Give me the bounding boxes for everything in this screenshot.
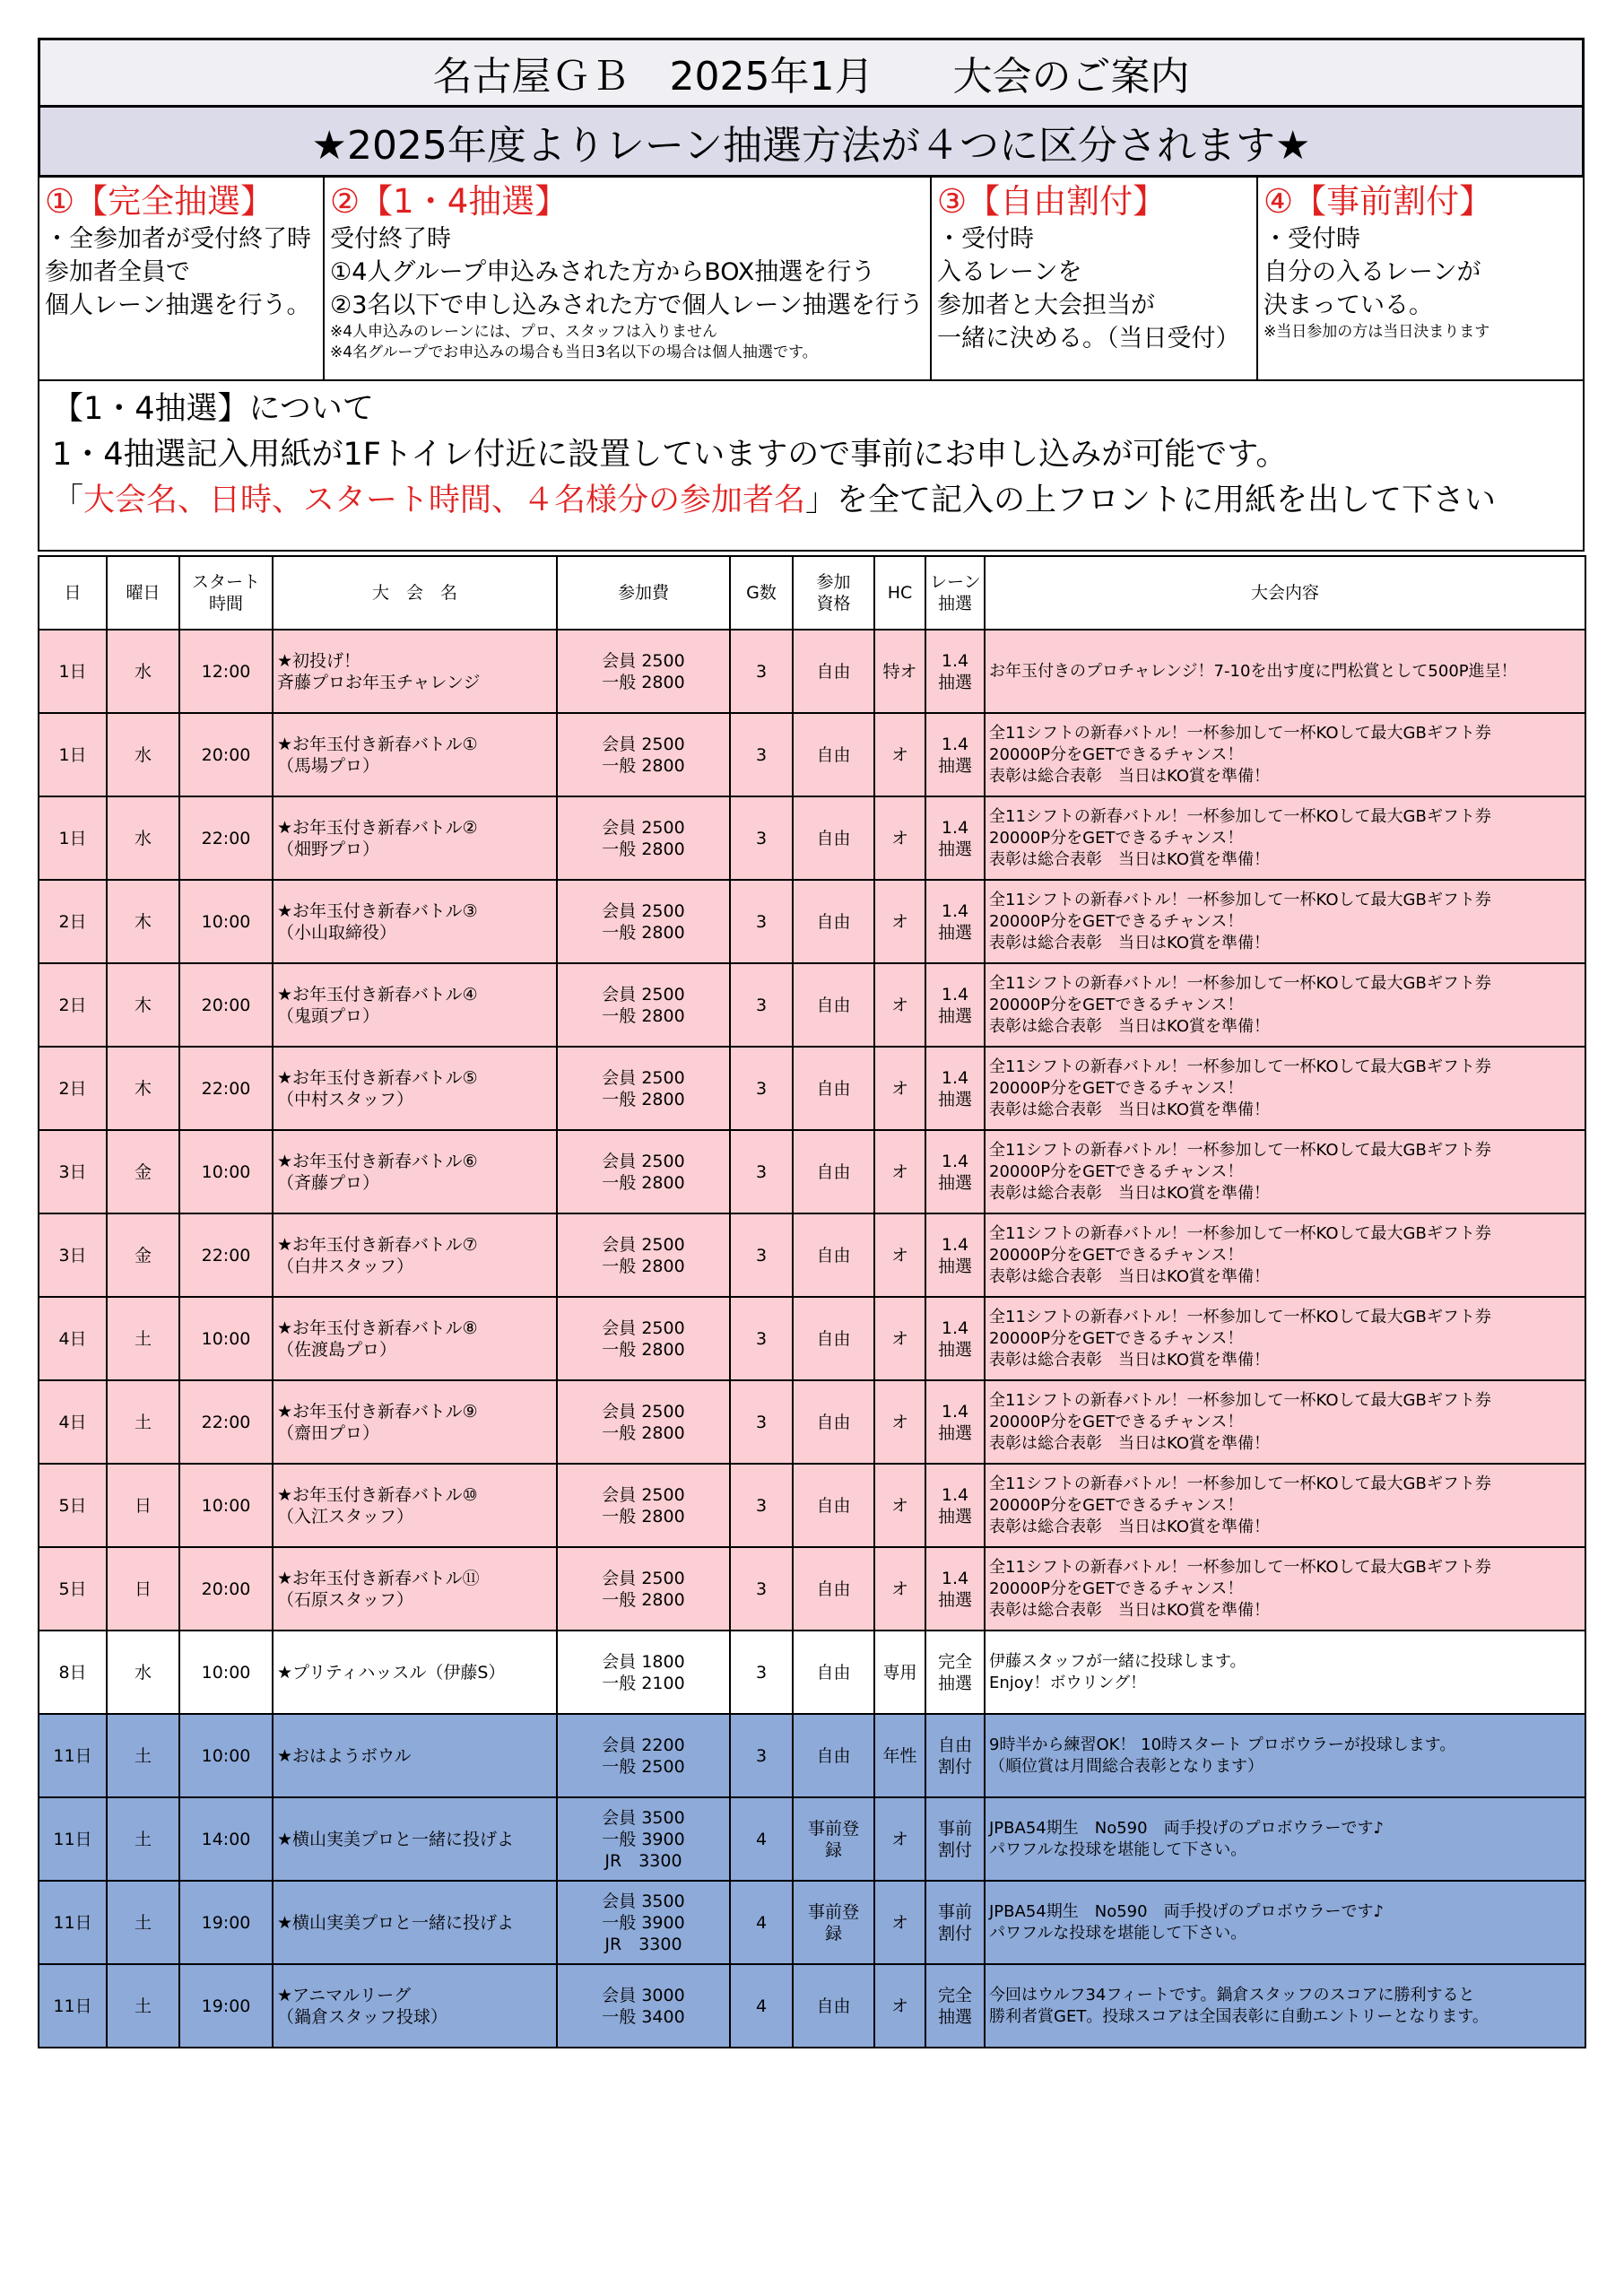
cell-start-time: 22:00 [179, 1047, 273, 1130]
method-heading: ④【事前割付】 [1264, 182, 1493, 221]
cell-day: 4日 [39, 1297, 107, 1380]
cell-content: 全11シフトの新春バトル！一杯参加して一杯KOして最大GBギフト券 20000P分をGETできるチャンス！ 表彰は総合表彰 当日はKO賞を準備！ [985, 1547, 1585, 1631]
method-line: 自分の入るレーンが [1264, 258, 1481, 286]
method-line: ・受付時 [1264, 225, 1360, 253]
cell-lane-method: 1.4 抽選 [925, 796, 985, 880]
cell-lane-method: 1.4 抽選 [925, 880, 985, 963]
cell-games: 3 [730, 963, 793, 1047]
method-line: ②3名以下で申し込みされた方で個人レーン抽選を行う [330, 291, 924, 319]
cell-day: 11日 [39, 1881, 107, 1964]
cell-weekday: 土 [107, 1964, 179, 2048]
cell-content: 全11シフトの新春バトル！一杯参加して一杯KOして最大GBギフト券 20000P分をGETできるチャンス！ 表彰は総合表彰 当日はKO賞を準備！ [985, 1464, 1585, 1547]
cell-day: 2日 [39, 1047, 107, 1130]
cell-fee: 会員 2500 一般 2800 [557, 963, 730, 1047]
method-1-4-lottery [325, 178, 932, 379]
cell-start-time: 10:00 [179, 1297, 273, 1380]
cell-day: 1日 [39, 630, 107, 713]
cell-day: 3日 [39, 1213, 107, 1297]
cell-weekday: 水 [107, 1631, 179, 1714]
cell-content: 全11シフトの新春バトル！一杯参加して一杯KOして最大GBギフト券 20000P分をGETできるチャンス！ 表彰は総合表彰 当日はKO賞を準備！ [985, 796, 1585, 880]
cell-day: 5日 [39, 1464, 107, 1547]
method-heading: ①【完全抽選】 [45, 182, 274, 221]
cell-hc: オ [874, 1380, 925, 1464]
lane-methods [38, 178, 1585, 381]
table-row [39, 630, 1585, 713]
method-heading: ②【1・4抽選】 [330, 182, 569, 221]
cell-weekday: 木 [107, 1047, 179, 1130]
cell-start-time: 22:00 [179, 796, 273, 880]
cell-games: 4 [730, 1964, 793, 2048]
method-line: ・受付時 [937, 225, 1034, 253]
cell-games: 3 [730, 630, 793, 713]
cell-content: 全11シフトの新春バトル！一杯参加して一杯KOして最大GBギフト券 20000P分をGETできるチャンス！ 表彰は総合表彰 当日はKO賞を準備！ [985, 963, 1585, 1047]
cell-eligibility: 自由 [793, 1547, 874, 1631]
cell-content: 全11シフトの新春バトル！一杯参加して一杯KOして最大GBギフト券 20000P分をGETできるチャンス！ 表彰は総合表彰 当日はKO賞を準備！ [985, 1047, 1585, 1130]
cell-lane-method: 完全 抽選 [925, 1631, 985, 1714]
cell-start-time: 10:00 [179, 1130, 273, 1213]
method-line: ・全参加者が受付終了時 [45, 225, 311, 253]
cell-hc: オ [874, 1464, 925, 1547]
method-line: 個人レーン抽選を行う。 [45, 291, 311, 319]
method-line: 入るレーンを [937, 258, 1082, 286]
cell-weekday: 土 [107, 1881, 179, 1964]
cell-weekday: 土 [107, 1714, 179, 1797]
cell-event-name: ★初投げ！ 斉藤プロお年玉チャレンジ [273, 630, 557, 713]
cell-games: 3 [730, 1297, 793, 1380]
cell-event-name: ★お年玉付き新春バトル⑨ （齋田プロ） [273, 1380, 557, 1464]
col-header-fee: 参加費 [557, 556, 730, 630]
cell-event-name: ★お年玉付き新春バトル⑦ （白井スタッフ） [273, 1213, 557, 1297]
cell-lane-method: 事前 割付 [925, 1797, 985, 1881]
cell-event-name: ★横山実美プロと一緒に投げよ [273, 1797, 557, 1881]
cell-fee: 会員 3000 一般 3400 [557, 1964, 730, 2048]
table-row [39, 1464, 1585, 1547]
table-row [39, 1797, 1585, 1881]
cell-hc: 特オ [874, 630, 925, 713]
cell-games: 3 [730, 713, 793, 796]
cell-content: JPBA54期生 No590 両手投げのプロボウラーです♪ パワフルな投球を堪能して下さい。 [985, 1881, 1585, 1964]
notice-heading: 【1・4抽選】について [52, 391, 374, 427]
cell-day: 5日 [39, 1547, 107, 1631]
cell-fee: 会員 2500 一般 2800 [557, 1464, 730, 1547]
cell-lane-method: 1.4 抽選 [925, 1297, 985, 1380]
cell-day: 1日 [39, 713, 107, 796]
cell-hc: オ [874, 796, 925, 880]
method-full-lottery [39, 178, 325, 379]
table-row [39, 1297, 1585, 1380]
cell-start-time: 20:00 [179, 713, 273, 796]
cell-eligibility: 自由 [793, 1213, 874, 1297]
cell-weekday: 水 [107, 796, 179, 880]
cell-games: 4 [730, 1797, 793, 1881]
cell-eligibility: 自由 [793, 963, 874, 1047]
cell-eligibility: 事前登 録 [793, 1881, 874, 1964]
cell-content: 9時半から練習OK！ 10時スタート プロボウラーが投球します。 （順位賞は月間総合表彰となります） [985, 1714, 1585, 1797]
cell-eligibility: 自由 [793, 630, 874, 713]
cell-content: 全11シフトの新春バトル！一杯参加して一杯KOして最大GBギフト券 20000P分をGETできるチャンス！ 表彰は総合表彰 当日はKO賞を準備！ [985, 1297, 1585, 1380]
table-row [39, 880, 1585, 963]
cell-hc: オ [874, 1881, 925, 1964]
cell-fee: 会員 2500 一般 2800 [557, 1297, 730, 1380]
cell-eligibility: 自由 [793, 1464, 874, 1547]
cell-eligibility: 自由 [793, 713, 874, 796]
col-header-hc: HC [874, 556, 925, 630]
cell-weekday: 水 [107, 630, 179, 713]
cell-eligibility: 事前登 録 [793, 1797, 874, 1881]
cell-start-time: 14:00 [179, 1797, 273, 1881]
table-row [39, 1213, 1585, 1297]
col-header-name: 大 会 名 [273, 556, 557, 630]
cell-games: 3 [730, 796, 793, 880]
cell-games: 3 [730, 880, 793, 963]
cell-eligibility: 自由 [793, 1964, 874, 2048]
cell-lane-method: 1.4 抽選 [925, 630, 985, 713]
cell-start-time: 22:00 [179, 1213, 273, 1297]
cell-lane-method: 1.4 抽選 [925, 1380, 985, 1464]
cell-event-name: ★お年玉付き新春バトル⑩ （入江スタッフ） [273, 1464, 557, 1547]
cell-games: 3 [730, 1213, 793, 1297]
cell-lane-method: 完全 抽選 [925, 1964, 985, 2048]
cell-hc: オ [874, 880, 925, 963]
table-row [39, 1380, 1585, 1464]
cell-weekday: 日 [107, 1547, 179, 1631]
table-row [39, 1881, 1585, 1964]
cell-lane-method: 1.4 抽選 [925, 1464, 985, 1547]
table-row [39, 713, 1585, 796]
cell-hc: オ [874, 963, 925, 1047]
cell-day: 11日 [39, 1797, 107, 1881]
cell-fee: 会員 2500 一般 2800 [557, 796, 730, 880]
cell-weekday: 土 [107, 1297, 179, 1380]
notice-text: 1・4抽選記入用紙が1Fトイレ付近に設置していますので事前にお申し込みが可能です。 [52, 437, 1288, 473]
cell-hc: オ [874, 1130, 925, 1213]
cell-fee: 会員 2200 一般 2500 [557, 1714, 730, 1797]
cell-weekday: 日 [107, 1464, 179, 1547]
table-row [39, 1547, 1585, 1631]
cell-fee: 会員 2500 一般 2800 [557, 1213, 730, 1297]
cell-eligibility: 自由 [793, 1297, 874, 1380]
cell-lane-method: 自由 割付 [925, 1714, 985, 1797]
cell-eligibility: 自由 [793, 1130, 874, 1213]
cell-event-name: ★お年玉付き新春バトル① （馬場プロ） [273, 713, 557, 796]
table-row [39, 1964, 1585, 2048]
cell-event-name: ★お年玉付き新春バトル⑪ （石原スタッフ） [273, 1547, 557, 1631]
cell-content: 全11シフトの新春バトル！一杯参加して一杯KOして最大GBギフト券 20000P分をGETできるチャンス！ 表彰は総合表彰 当日はKO賞を準備！ [985, 1130, 1585, 1213]
cell-start-time: 12:00 [179, 630, 273, 713]
cell-games: 3 [730, 1714, 793, 1797]
cell-lane-method: 事前 割付 [925, 1881, 985, 1964]
cell-hc: 専用 [874, 1631, 925, 1714]
cell-hc: オ [874, 1213, 925, 1297]
col-header-day: 日 [39, 556, 107, 630]
table-row [39, 1047, 1585, 1130]
col-header-content: 大会内容 [985, 556, 1585, 630]
cell-day: 11日 [39, 1714, 107, 1797]
cell-hc: オ [874, 1797, 925, 1881]
cell-fee: 会員 2500 一般 2800 [557, 1547, 730, 1631]
cell-hc: オ [874, 1547, 925, 1631]
cell-event-name: ★おはようボウル [273, 1714, 557, 1797]
cell-fee: 会員 2500 一般 2800 [557, 1130, 730, 1213]
cell-fee: 会員 2500 一般 2800 [557, 630, 730, 713]
cell-hc: 年性 [874, 1714, 925, 1797]
cell-hc: オ [874, 1297, 925, 1380]
page-subtitle: ★2025年度よりレーン抽選方法が４つに区分されます★ [38, 108, 1585, 178]
cell-games: 3 [730, 1631, 793, 1714]
table-row [39, 1631, 1585, 1714]
cell-event-name: ★お年玉付き新春バトル④ （鬼頭プロ） [273, 963, 557, 1047]
cell-start-time: 20:00 [179, 1547, 273, 1631]
cell-start-time: 19:00 [179, 1964, 273, 2048]
cell-games: 3 [730, 1047, 793, 1130]
method-line: 受付終了時 [330, 225, 451, 253]
cell-fee: 会員 2500 一般 2800 [557, 880, 730, 963]
cell-lane-method: 1.4 抽選 [925, 1547, 985, 1631]
cell-games: 3 [730, 1547, 793, 1631]
cell-weekday: 金 [107, 1130, 179, 1213]
cell-day: 2日 [39, 880, 107, 963]
method-line: 参加者と大会担当が [937, 291, 1155, 319]
method-line: 一緒に決める。（当日受付） [937, 325, 1240, 352]
cell-event-name: ★お年玉付き新春バトル② （畑野プロ） [273, 796, 557, 880]
cell-content: 今回はウルフ34フィートです。鍋倉スタッフのスコアに勝利すると 勝利者賞GET。投球スコアは全国表彰に自動エントリーとなります。 [985, 1964, 1585, 2048]
cell-weekday: 木 [107, 963, 179, 1047]
page-title: 名古屋ＧＢ 2025年1月 大会のご案内 [38, 38, 1585, 108]
col-header-games: G数 [730, 556, 793, 630]
cell-start-time: 10:00 [179, 1464, 273, 1547]
schedule-table [38, 555, 1586, 2048]
cell-content: 全11シフトの新春バトル！一杯参加して一杯KOして最大GBギフト券 20000P分をGETできるチャンス！ 表彰は総合表彰 当日はKO賞を準備！ [985, 713, 1585, 796]
cell-lane-method: 1.4 抽選 [925, 1213, 985, 1297]
cell-fee: 会員 2500 一般 2800 [557, 1380, 730, 1464]
cell-eligibility: 自由 [793, 1380, 874, 1464]
cell-event-name: ★お年玉付き新春バトル⑤ （中村スタッフ） [273, 1047, 557, 1130]
cell-start-time: 20:00 [179, 963, 273, 1047]
cell-games: 3 [730, 1130, 793, 1213]
cell-start-time: 10:00 [179, 880, 273, 963]
cell-hc: オ [874, 1964, 925, 2048]
cell-eligibility: 自由 [793, 1631, 874, 1714]
cell-event-name: ★横山実美プロと一緒に投げよ [273, 1881, 557, 1964]
cell-day: 8日 [39, 1631, 107, 1714]
method-line: ①4人グループ申込みされた方からBOX抽選を行う [330, 258, 876, 286]
cell-day: 1日 [39, 796, 107, 880]
cell-lane-method: 1.4 抽選 [925, 963, 985, 1047]
cell-weekday: 土 [107, 1797, 179, 1881]
cell-event-name: ★アニマルリーグ （鍋倉スタッフ投球） [273, 1964, 557, 2048]
cell-weekday: 木 [107, 880, 179, 963]
table-row [39, 1130, 1585, 1213]
cell-content: 全11シフトの新春バトル！一杯参加して一杯KOして最大GBギフト券 20000P分をGETできるチャンス！ 表彰は総合表彰 当日はKO賞を準備！ [985, 1213, 1585, 1297]
cell-event-name: ★お年玉付き新春バトル⑧ （佐渡島プロ） [273, 1297, 557, 1380]
cell-lane-method: 1.4 抽選 [925, 1047, 985, 1130]
lottery-notice [38, 381, 1585, 552]
cell-fee: 会員 2500 一般 2800 [557, 713, 730, 796]
col-header-weekday: 曜日 [107, 556, 179, 630]
col-header-start: スタート 時間 [179, 556, 273, 630]
cell-hc: オ [874, 1047, 925, 1130]
method-heading: ③【自由割付】 [937, 182, 1167, 221]
method-line: 参加者全員で [45, 258, 190, 286]
cell-fee: 会員 1800 一般 2100 [557, 1631, 730, 1714]
table-header-row [39, 556, 1585, 630]
cell-fee: 会員 2500 一般 2800 [557, 1047, 730, 1130]
cell-hc: オ [874, 713, 925, 796]
cell-games: 3 [730, 1380, 793, 1464]
cell-day: 4日 [39, 1380, 107, 1464]
cell-content: JPBA54期生 No590 両手投げのプロボウラーです♪ パワフルな投球を堪能して下さい。 [985, 1797, 1585, 1881]
cell-weekday: 土 [107, 1380, 179, 1464]
cell-event-name: ★お年玉付き新春バトル⑥ （斉藤プロ） [273, 1130, 557, 1213]
cell-content: 伊藤スタッフが一緒に投球します。 Enjoy！ボウリング！ [985, 1631, 1585, 1714]
cell-start-time: 10:00 [179, 1714, 273, 1797]
cell-weekday: 金 [107, 1213, 179, 1297]
col-header-lane: レーン 抽選 [925, 556, 985, 630]
cell-day: 2日 [39, 963, 107, 1047]
cell-games: 4 [730, 1881, 793, 1964]
cell-lane-method: 1.4 抽選 [925, 1130, 985, 1213]
cell-day: 11日 [39, 1964, 107, 2048]
cell-weekday: 水 [107, 713, 179, 796]
cell-fee: 会員 3500 一般 3900 JR 3300 [557, 1881, 730, 1964]
cell-eligibility: 自由 [793, 796, 874, 880]
cell-content: 全11シフトの新春バトル！一杯参加して一杯KOして最大GBギフト券 20000P分をGETできるチャンス！ 表彰は総合表彰 当日はKO賞を準備！ [985, 1380, 1585, 1464]
col-header-eligibility: 参加 資格 [793, 556, 874, 630]
cell-start-time: 10:00 [179, 1631, 273, 1714]
table-row [39, 1714, 1585, 1797]
cell-fee: 会員 3500 一般 3900 JR 3300 [557, 1797, 730, 1881]
table-row [39, 796, 1585, 880]
page [38, 38, 1585, 2048]
table-row [39, 963, 1585, 1047]
cell-start-time: 19:00 [179, 1881, 273, 1964]
cell-start-time: 22:00 [179, 1380, 273, 1464]
cell-content: 全11シフトの新春バトル！一杯参加して一杯KOして最大GBギフト券 20000P分をGETできるチャンス！ 表彰は総合表彰 当日はKO賞を準備！ [985, 880, 1585, 963]
cell-eligibility: 自由 [793, 1047, 874, 1130]
cell-event-name: ★お年玉付き新春バトル③ （小山取締役） [273, 880, 557, 963]
cell-event-name: ★プリティハッスル（伊藤S） [273, 1631, 557, 1714]
cell-games: 3 [730, 1464, 793, 1547]
cell-eligibility: 自由 [793, 880, 874, 963]
cell-content: お年玉付きのプロチャレンジ！7-10を出す度に門松賞として500P進呈！ [985, 630, 1585, 713]
notice-required-fields: 大会名、日時、スタート時間、４名様分の参加者名 [83, 483, 806, 518]
cell-day: 3日 [39, 1130, 107, 1213]
method-note: ※4名グループでお申込みの場合も当日3名以下の場合は個人抽選です。 [330, 344, 818, 361]
notice-instruction: 「大会名、日時、スタート時間、４名様分の参加者名」を全て記入の上フロントに用紙を出して下さい [52, 483, 1497, 518]
cell-eligibility: 自由 [793, 1714, 874, 1797]
cell-lane-method: 1.4 抽選 [925, 713, 985, 796]
method-line: 決まっている。 [1264, 291, 1433, 319]
method-free-assign [932, 178, 1258, 379]
method-note: ※当日参加の方は当日決まります [1264, 323, 1490, 341]
method-note: ※4人申込みのレーンには、プロ、スタッフは入りません [330, 323, 718, 341]
method-pre-assign [1258, 178, 1583, 379]
